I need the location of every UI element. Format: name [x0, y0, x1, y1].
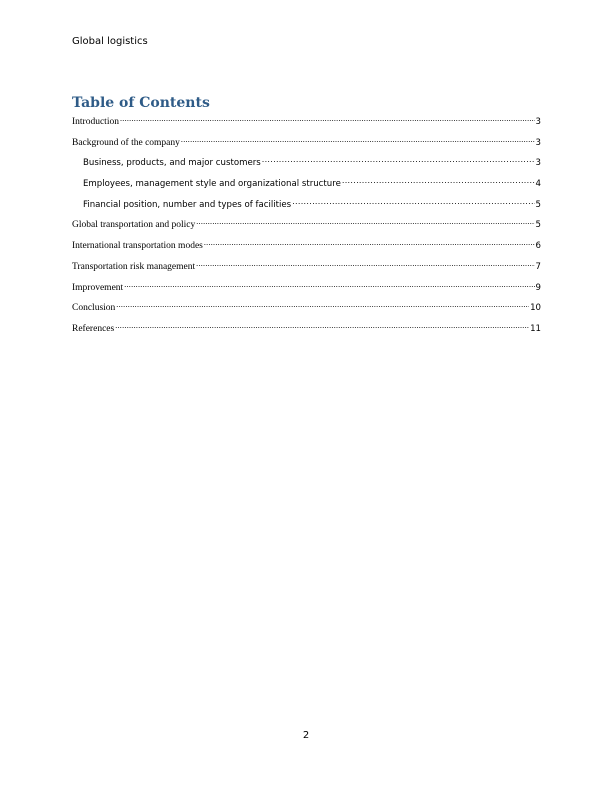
toc-entry-label: Improvement	[72, 282, 124, 293]
dot-leader	[116, 300, 529, 310]
toc-entry-page: 9	[535, 282, 541, 293]
dot-leader	[262, 155, 535, 165]
toc-entry-page: 3	[535, 137, 541, 148]
toc-entry-references[interactable]	[72, 321, 541, 334]
toc-entry-label: International transportation modes	[72, 241, 203, 252]
toc-entry-financial-position[interactable]	[72, 197, 541, 210]
toc-entry-label: Global transportation and policy	[72, 220, 196, 231]
dot-leader	[181, 135, 535, 145]
toc-entry-page: 7	[535, 261, 541, 272]
toc-entry-global-transportation[interactable]	[72, 217, 541, 231]
toc-entry-business-products[interactable]	[72, 155, 541, 169]
toc-entry-label: Background of the company	[72, 137, 180, 148]
page-number: 2	[302, 730, 310, 741]
toc-title: Table of Contents	[72, 95, 210, 111]
toc-entry-page: 5	[535, 199, 541, 210]
running-header: Global logistics	[72, 36, 148, 47]
toc-entry-page: 3	[535, 117, 541, 127]
toc-entry-label: References	[72, 323, 115, 334]
toc-entry-label: Employees, management style and organizational structure	[83, 179, 341, 190]
dot-leader	[120, 114, 535, 124]
toc-entry-conclusion[interactable]	[72, 300, 541, 314]
toc-entry-label: Business, products, and major customers	[83, 158, 261, 169]
toc-entry-label: Transportation risk management	[72, 261, 196, 272]
toc-entry-label: Introduction	[72, 117, 119, 127]
toc-entry-page: 4	[535, 179, 541, 190]
dot-leader	[342, 176, 535, 186]
toc-entry-employees[interactable]	[72, 176, 541, 190]
toc-entry-page: 3	[535, 158, 541, 169]
dot-leader	[124, 280, 534, 290]
dot-leader	[292, 197, 534, 207]
dot-leader	[196, 259, 534, 269]
dot-leader	[196, 217, 534, 227]
toc-entry-introduction[interactable]	[72, 114, 541, 127]
toc-entry-page: 6	[535, 241, 541, 252]
toc-entry-transportation-modes[interactable]	[72, 238, 541, 252]
table-of-contents	[72, 114, 541, 342]
toc-entry-label: Financial position, number and types of facilities	[83, 199, 292, 210]
toc-entry-page: 11	[530, 323, 541, 334]
toc-entry-background[interactable]	[72, 135, 541, 148]
dot-leader	[204, 238, 535, 248]
toc-entry-improvement[interactable]	[72, 280, 541, 293]
toc-entry-risk-management[interactable]	[72, 259, 541, 272]
dot-leader	[115, 321, 529, 331]
toc-entry-page: 10	[530, 303, 541, 314]
toc-entry-page: 5	[535, 220, 541, 231]
toc-entry-label: Conclusion	[72, 303, 116, 314]
